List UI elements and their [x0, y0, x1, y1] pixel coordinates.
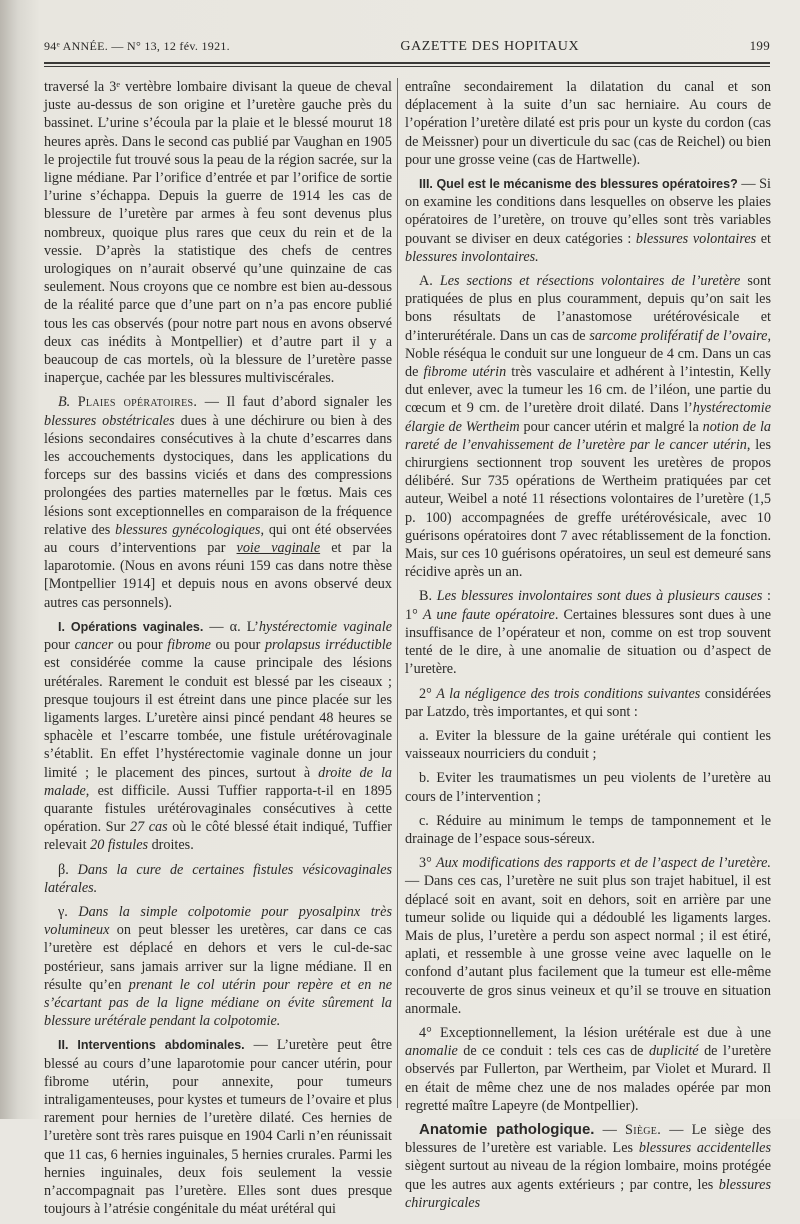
paragraph: I. Opérations vaginales. — α. L’hystérectomie vaginale pour cancer ou pour fibrome ou pour prolapsus irréductible est considérée comme la cause principale des lésions urétérales. Rarement le conduit est blessé par les ciseaux ; presque toujours il est étreint dans une pince placée sur les ligaments larges. L’uretère ainsi pincé pendant 48 heures se sphacèle et l’escarre tombée, une fistule urétérovaginale s’établit. En effet l’hystérectomie vaginale donne un jour limité ; le placement des pinces, surtout à droite de la malade, est difficile. Aussi Tuffier rapporta-t-il en 1895 quarante fistules urétérovaginales consécutives à cette opération. Sur 27 cas où le côté blessé était indiqué, Tuffier relevait 20 fistules droites. — [44, 618, 392, 854]
section-heading: III. Quel est le mécanisme des blessures opératoires? — [419, 177, 738, 192]
paragraph: B. Plaies opératoires. — Il faut d’abord signaler les blessures obstétricales dues à une déchirure ou bien à des lésions secondaires consécutives à la chute d’escarres dans les accouchements dystociques, dans les applications du forceps sur des bassins viciés et dans des compressions prolongées des parties maternelles par le fœtus. Mais ces lésions sont exceptionnelles en comparaison de la fréquence relative des blessures gynécologiques, qui ont été observées au cours d’interventions par voie vaginale et par la laparotomie. (Nous en avons réuni 159 cas dans notre thèse [Montpellier 1914] et depuis nous en avons observé deux autres cas personnels). — [44, 394, 393, 611]
left-column — [44, 78, 392, 1224]
paragraph: entraîne secondairement la dilatation du canal et son déplacement à la suite d’un sac herniaire. Au cours de l’opération l’uretère dilaté est pris pour un kyste du cordon (cas de Meissner) pour un diverticule du sac (cas de Reichel) ou bien pour une grosse veine (cas de Hartwelle). — [405, 79, 771, 168]
paragraph: 2° A la négligence des trois conditions suivantes considérées par Latzdo, très importantes, et qui sont : — [405, 685, 771, 720]
paragraph: γ. Dans la simple colpotomie pour pyosalpinx très volumineux on peut blesser les uretères, car dans ce cas l’uretère est déplacé en dehors et vers le cul-de-sac postérieur, sans jamais arriver sur la ligne médiane. Il en résulte qu’en prenant le col utérin pour repère et en ne s’écartant pas de la ligne médiane on évite sûrement la blessure urétérale pendant la colpotomie. — [44, 903, 392, 1030]
header-rule-thin — [44, 66, 770, 67]
paragraph: traversé la 3ᵉ vertèbre lombaire divisant la queue de cheval juste au-dessus de son origine et l’uretère gauche près du bassinet. L’urine s’écoula par la plaie et le blessé mourut 18 heures après. Dans le second cas publié par Vaughan en 1905 le projectile fut trouvé sous la peau de la région sacrée, sur la ligne médiane. Par l’orifice d’entrée et par l’orifice de sortie l’urine s’échappa. Depuis la guerre de 1914 les cas de blessure de l’uretère par armes à feu sont devenus plus nombreux, quoique plus rares que ceux du rein et de la vessie. D’après la statistique des chefs de centres urologiques on n’aurait observé qu’une quinzaine de cas seulement. Nous croyons que ce nombre est bien au-dessous de la réalité parce que d’une part on n’a pas encore publié tous les cas observés (pour notre part nous en avons observé deux cas inédits à Montpellier) et d’autre part il y a beaucoup de cas mortels, où la blessure de l’uretère passe inaperçue, cachée par les blessures multiviscérales. — [44, 79, 392, 387]
paragraph: III. Quel est le mécanisme des blessures opératoires? — Si on examine les conditions dans lesquelles on observe les plaies opératoires de l’uretère, on trouve qu’elles sont très variables pouvant se diviser en deux catégories : blessures volontaires et blessures involontaires. — [405, 176, 772, 265]
column-divider — [397, 78, 398, 1108]
page-header — [44, 38, 770, 58]
page-number: 199 — [749, 38, 770, 53]
paragraph: c. Réduire au minimum le temps de tamponnement et le drainage de l’espace sous-séreux. — [405, 812, 771, 847]
section-heading: I. Opérations vaginales. — [58, 619, 204, 634]
paragraph: 4° Exceptionnellement, la lésion urétérale est due à une anomalie de ce conduit : tels ces cas de duplicité de l’uretère observés par Fullerton, par Wertheim, par Violet et Murard. Il en était de même chez une de nos malades opérée par mon regretté maître Lapeyre (de Montpellier). — [405, 1024, 772, 1114]
journal-title: GAZETTE DES HOPITAUX — [400, 39, 580, 54]
paragraph: b. Eviter les traumatismes un peu violents de l’uretère au cours de l’intervention ; — [405, 770, 771, 805]
header-rule-thick — [44, 62, 770, 64]
section-heading: Plaies opératoires. — [77, 394, 198, 411]
paragraph: II. Interventions abdominales. — L’uretère peut être blessé au cours d’une laparotomie pour cancer utérin, pour fibrome utérin, pour annexite, pour tumeurs intraligamenteuses, pour kystes et tumeurs de l’ovaire et plus rarement pour hernies de l’uretère dilaté. Ces hernies de l’uretère sont très rares puisque en 1904 Carli n’en réunissait que 11 cas, 6 hernies inguinales, 5 hernies crurales. Parmi les hernies inguinales, deux fois seulement la vessie n’accompagnait pas l’uretère. Elles sont dues presque toujours à l’atrésie congénitale du méat urétéral qui — [44, 1037, 393, 1218]
paragraph: a. Eviter la blessure de la gaine urétérale qui contient les vaisseaux nourriciers du conduit ; — [405, 727, 771, 763]
paragraph: A. Les sections et résections volontaires de l’uretère sont pratiquées de plus en plus couramment, depuis qu’on sait les bons résultats de l’anastomose urétérovésicale et d’interurétérale. Dans un cas de sarcome prolifératif de l’ovaire, Noble réséqua le conduit sur une longueur de 4 cm. Dans un cas de fibrome utérin très vasculaire et adhérent à l’intestin, Kelly dut enlever, avec la tumeur les 16 cm. de l’iléon, une partie du cœcum et 9 cm. de l’uretère droit dilaté. Dans l’hystérectomie élargie de Wertheim pour cancer utérin et malgré la notion de la rareté de l’envahissement de l’uretère par le cancer utérin, les chirurgiens sectionnent trop souvent les uretères de propos délibéré. Sur 735 opérations de Wertheim pratiquées par cet auteur, Weibel a noté 11 résections volontaires de l’uretère (1,5 p. 100) accompagnées de greffe urétérovésicale, avec 10 guérisons opératoires dont 7 avec rétablissement de la fonction. Mais, sur ces 10 guérisons opératoires, un seul est demeuré sans récidive après un an. — [405, 273, 772, 581]
paragraph: Anatomie pathologique. — Siège. — Le siège des blessures de l’uretère est variable. Les blessures accidentelles siègent surtout au niveau de la région lombaire, moins protégée que les autres aux agents extérieurs ; par contre, les blessures chirurgicales — [405, 1120, 771, 1211]
paragraph: 3° Aux modifications des rapports et de l’aspect de l’uretère. — Dans ces cas, l’uretère ne suit plus son trajet habituel, il est déplacé soit en avant, soit en dehors, soit en arrière par une tumeur solide ou liquide qui a dédoublé les ligaments larges. Mais de plus, l’uretère a perdu son aspect normal ; il est étiré, aplati, et ressemble à une grosse veine avec laquelle on le confond d’autant plus facilement que la tumeur est elle-même recouverte de gros sinus veineux et qu’il se trouve en situation anormale. — [405, 855, 771, 1017]
section-heading: II. Interventions abdominales. — [58, 1038, 245, 1053]
section-heading: Anatomie pathologique. — [419, 1120, 595, 1138]
right-column — [405, 78, 771, 1218]
paragraph: β. Dans la cure de certaines fistules vésicovaginales latérales. — [44, 861, 393, 896]
issue-info: 94ᵉ ANNÉE. — N° 13, 12 fév. 1921. — [44, 39, 230, 53]
paragraph: B. Les blessures involontaires sont dues à plusieurs causes : 1° A une faute opératoire. Certaines blessures sont dues à une insuffisance de l’opérateur et non, comme on est trop souvent tenté de le dire, à une anomalie de situation ou d’aspect de l’uretère. — [405, 588, 771, 678]
